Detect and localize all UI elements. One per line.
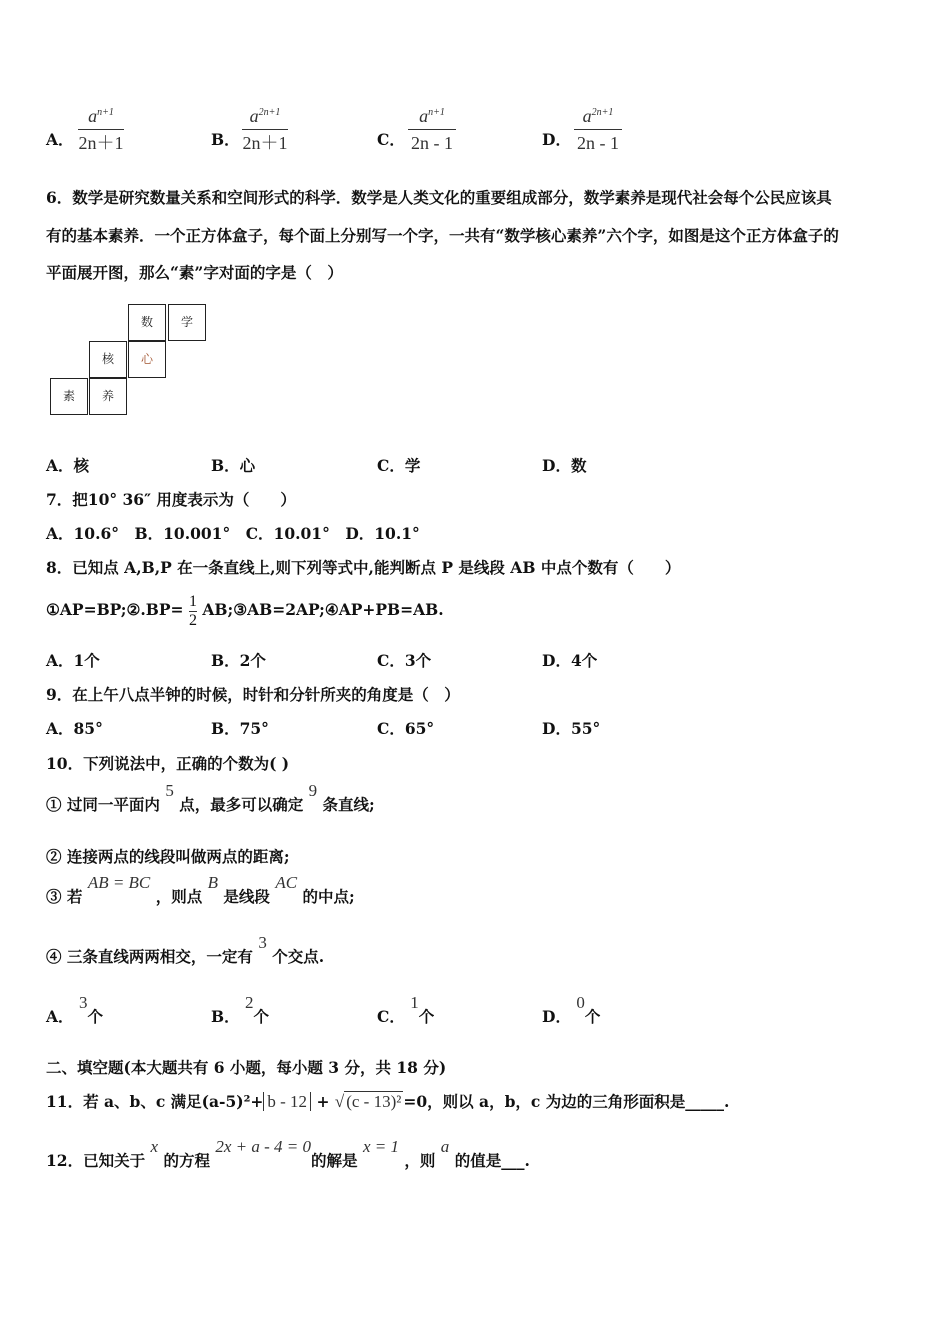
q5-b-exp: 2n+1 (258, 107, 281, 118)
q6-option-a: A．核 (46, 456, 90, 475)
q10-s3-ac: AC (275, 873, 298, 892)
q5-c-base: a (419, 106, 429, 126)
q5-b-den: 2n＋1 (242, 133, 288, 153)
q5-option-d-fraction (574, 102, 622, 154)
q8-option-a: A．1个 (46, 651, 100, 670)
q12-a: a (440, 1137, 450, 1156)
q8-stmt-post: AB;③AB=2AP;④AP+PB=AB. (202, 600, 444, 619)
q10-b-letter: B． (211, 1007, 240, 1026)
q10-statement-1 (46, 781, 375, 823)
q10-option-b (211, 993, 270, 1035)
q10-s3-eq: AB = BC (87, 873, 151, 892)
q6-line-1: 6．数学是研究数量关系和空间形式的科学．数学是人类文化的重要组成部分，数学素养是现代社会每个公民应该具 (46, 188, 832, 207)
q7-options: A．10.6° B．10.001° C．10.01° D．10.1° (46, 524, 420, 543)
q5-d-den: 2n - 1 (577, 133, 619, 153)
q8-question: 8．已知点 A,B,P 在一条直线上,则下列等式中,能判断点 P 是线段 AB 中点个数有（ ） (46, 558, 681, 577)
q10-s3-mid: ，则点 (155, 887, 203, 906)
q10-statement-3 (46, 873, 355, 915)
q6-option-b: B．心 (211, 456, 256, 475)
q10-d-val: 0 (576, 993, 585, 1012)
q5-c-den: 2n - 1 (411, 133, 453, 153)
q10-a-letter: A． (46, 1007, 74, 1026)
q5-option-c-letter: C． (377, 130, 405, 149)
q10-s1-v1: 5 (165, 781, 174, 800)
q10-s4-post: 个交点. (272, 947, 325, 966)
q10-option-d (542, 993, 601, 1035)
q6-line-3: 平面展开图，那么“素”字对面的字是（ ） (46, 263, 343, 282)
q10-s3-b: B (207, 873, 218, 892)
q11-post: =0，则以 a，b，c 为边的三角形面积是_____. (403, 1092, 730, 1111)
q8-option-b: B．2个 (211, 651, 266, 670)
q10-a-val: 3 (78, 993, 88, 1012)
sqrt-symbol: √ (334, 1092, 345, 1111)
q10-question: 10．下列说法中，正确的个数为( ) (46, 754, 290, 773)
q10-s3-post: 的中点; (302, 887, 355, 906)
net-cell-5: 素 (50, 378, 88, 415)
q11-pre: 11．若 a、b、c 满足(a-5)²+ (46, 1092, 264, 1111)
q10-statement-4 (46, 933, 325, 975)
q5-option-b-fraction (242, 102, 288, 154)
q10-c-letter: C． (377, 1007, 405, 1026)
q12-pre: 12．已知关于 (46, 1151, 146, 1170)
q5-option-c-fraction (408, 102, 456, 154)
q9-option-b: B．75° (211, 719, 269, 738)
q10-b-val: 2 (245, 993, 254, 1012)
q5-option-d-letter: D． (542, 130, 571, 149)
q7-question: 7．把10° 36″ 用度表示为（ ） (46, 490, 296, 509)
q6-option-c: C．学 (377, 456, 421, 475)
q5-option-a-letter: A． (46, 130, 74, 149)
q11-plus: + (316, 1092, 330, 1111)
q12-post: 的值是___. (454, 1151, 530, 1170)
net-cell-6: 养 (89, 378, 127, 415)
q10-s1-pre: ① 过同一平面内 (46, 795, 160, 814)
q9-option-a: A．85° (46, 719, 103, 738)
q10-s4-pre: ④ 三条直线两两相交，一定有 (46, 947, 253, 966)
q10-c-unit: 个 (418, 1007, 435, 1026)
q12-eq: 2x + a - 4 = 0 (215, 1137, 312, 1156)
q5-c-exp: n+1 (428, 107, 445, 118)
q12-sol: x = 1 (362, 1137, 399, 1156)
half-fraction (189, 593, 197, 630)
q5-a-exp: n+1 (97, 107, 114, 118)
q9-question: 9．在上午八点半钟的时候，时针和分针所夹的角度是（ ） (46, 685, 460, 704)
q5-option-a-fraction (78, 102, 124, 154)
q12-question (46, 1137, 530, 1179)
q10-option-a (46, 993, 103, 1035)
q5-d-exp: 2n+1 (591, 107, 614, 118)
net-cell-4: 心 (128, 341, 166, 378)
net-cell-3: 核 (89, 341, 127, 378)
q11-question (46, 1086, 729, 1118)
q9-option-c: C．65° (377, 719, 435, 738)
q12-x: x (150, 1137, 159, 1156)
q12-mid1: 的方程 (163, 1151, 210, 1170)
q6-option-d: D．数 (542, 456, 587, 475)
net-cell-2: 学 (168, 304, 206, 341)
q8-stmt-pre: ①AP=BP;②.BP= (46, 600, 184, 619)
q12-mid3: ，则 (404, 1151, 436, 1170)
q10-c-val: 1 (410, 993, 419, 1012)
q6-line-2: 有的基本素养．一个正方体盒子，每个面上分别写一个字，一共有“数学核心素养”六个字，如图是这个正方体盒子的 (46, 226, 839, 245)
q9-option-d: D．55° (542, 719, 601, 738)
q10-b-unit: 个 (253, 1007, 270, 1026)
q10-s1-v2: 9 (308, 781, 318, 800)
q10-s3-mid2: 是线段 (223, 887, 270, 906)
q10-statement-2: ② 连接两点的线段叫做两点的距离; (46, 847, 290, 866)
q10-d-letter: D． (542, 1007, 571, 1026)
q10-a-unit: 个 (87, 1007, 103, 1026)
q10-s1-mid: 点，最多可以确定 (179, 795, 304, 814)
q12-mid2: 的解是 (311, 1151, 358, 1170)
net-cell-1: 数 (128, 304, 166, 341)
q5-a-base: a (88, 106, 98, 126)
q10-s4-v: 3 (258, 933, 267, 952)
q10-option-c (377, 993, 435, 1035)
q8-option-d: D．4个 (542, 651, 598, 670)
q5-option-b-letter: B． (211, 130, 240, 149)
half-den: 2 (188, 611, 197, 629)
q8-statements (46, 590, 444, 630)
q5-a-den: 2n＋1 (78, 133, 124, 153)
q10-s3-pre: ③ 若 (46, 887, 83, 906)
q11-abs: b - 12 (263, 1092, 311, 1111)
q11-sqrt: (c - 13)² (346, 1092, 402, 1111)
q5-d-base: a (582, 106, 592, 126)
q8-option-c: C．3个 (377, 651, 432, 670)
q10-d-unit: 个 (584, 1007, 601, 1026)
section-2-title: 二、填空题(本大题共有 6 小题，每小题 3 分，共 18 分) (46, 1058, 447, 1077)
q10-s1-post: 条直线; (322, 795, 375, 814)
q5-b-base: a (249, 106, 259, 126)
half-num: 1 (188, 592, 197, 610)
